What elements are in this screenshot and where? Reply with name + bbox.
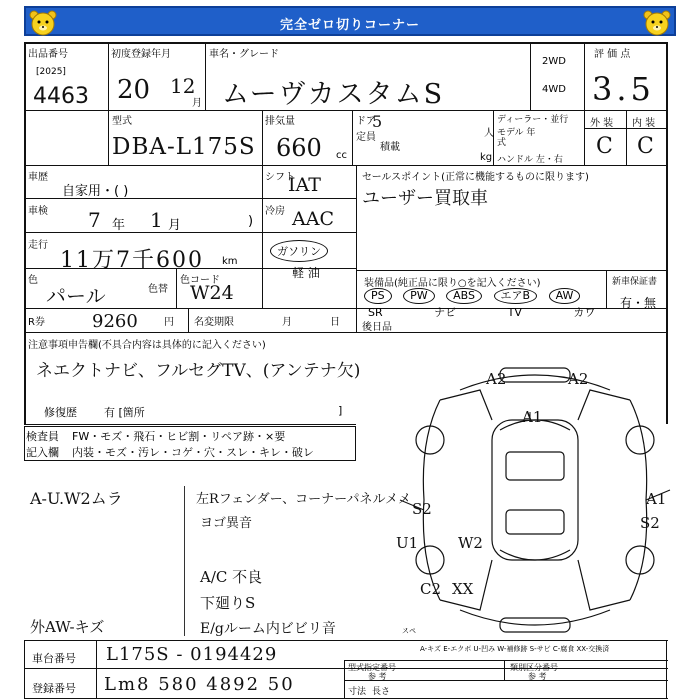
damage-mark-a2-right: A2 (568, 370, 589, 388)
inspection-end: ) (248, 214, 254, 229)
grade-label: 評 価 点 (594, 49, 631, 60)
equipment-tv: TV (507, 306, 522, 319)
inspector-row-2: 内装・モズ・汚レ・コゲ・穴・スレ・キレ・破レ (72, 446, 314, 459)
first-registration-year: 20 (117, 75, 151, 105)
seating-label: 定員 (356, 132, 376, 143)
model-year-label: モデル 年式 (497, 128, 536, 148)
size-label: 寸法 (348, 687, 367, 697)
handwritten-mid-4: 下廻りS (200, 594, 256, 612)
ac-label: 冷房 (265, 206, 285, 217)
inspector-row-1: FW・モズ・飛石・ヒビ割・リペア跡・×要 (72, 430, 286, 443)
recycle-unit: 円 (164, 317, 174, 328)
inspector-label-1: 検査員 (26, 430, 59, 443)
repair-end: ] (338, 404, 343, 417)
interior-grade: C (637, 134, 654, 159)
color-label: 色 (28, 275, 38, 286)
equipment-sr: SR (368, 306, 383, 319)
color-change-label: 色替 (148, 284, 168, 295)
fuel-gas-circled: ガソリン (270, 240, 328, 262)
inspection-year-unit: 年 (112, 218, 126, 233)
recycle-label: R券 (28, 317, 45, 328)
handle-label: ハンドル 左・右 (497, 155, 563, 165)
chassis-number: L175S - 0194429 (106, 644, 278, 665)
registration-plate: Lm8 580 4892 50 (104, 674, 295, 695)
model-name-label: 車名・グレード (209, 49, 279, 60)
inspection-month: 1 (150, 208, 163, 232)
inspector-label-2: 記入欄 (26, 446, 59, 459)
damage-mark-w2: W2 (458, 534, 483, 552)
capacity-label: 積載 (380, 142, 400, 153)
drive-2wd: 2WD (542, 56, 566, 67)
damage-mark-a2-left: A2 (486, 370, 507, 388)
equipment-row-1 (364, 288, 580, 304)
damage-legend: A-キズ E-エクボ U-凹み W-補修跡 S-サビ C-腐食 XX-交換済 (420, 645, 610, 653)
handwritten-mid-2: ヨゴ異音 (200, 516, 253, 531)
handwritten-mid-1: 左Rフェンダー、コーナーパネルメメ (196, 492, 412, 507)
handwritten-mid-3: A/C 不良 (200, 568, 263, 586)
type-label: 型式 (112, 116, 132, 127)
inspection-year: 7 (88, 208, 101, 232)
handwritten-left-1: A-U.W2ムラ (30, 489, 123, 508)
sales-point-label: セールスポイント(正常に機能するものに限ります) (362, 172, 589, 183)
rear-items-label: 後日品 (362, 322, 392, 333)
exterior-grade: C (596, 134, 613, 159)
overall-grade: 3.5 (592, 70, 655, 108)
damage-mark-c2: C2 (420, 580, 442, 598)
doors-label: ドア (356, 116, 376, 127)
seating-unit: 人 (484, 128, 494, 139)
type-id-label: 型式指定番号 (348, 663, 396, 672)
color-code-label: 色コード (180, 275, 220, 286)
equipment-pw: PW (403, 288, 435, 304)
lot-number-year: [2025] (36, 67, 66, 77)
equipment-aw: AW (549, 288, 581, 304)
drive-4wd: 4WD (542, 84, 566, 95)
equipment-navi: ナビ (434, 306, 457, 319)
ac: AAC (292, 208, 334, 230)
type-id-ref: 参 考 (368, 672, 387, 681)
interior-label: 内 装 (632, 118, 656, 129)
damage-mark-xx: XX (452, 580, 474, 598)
spare-label: スペ (402, 627, 416, 635)
displacement: 660 (276, 134, 322, 162)
mileage-unit: km (222, 256, 238, 267)
equipment-leather: カワ (573, 306, 596, 319)
registration-label: 登録番号 (32, 682, 76, 695)
recycle-amount: 9260 (92, 311, 138, 332)
handwritten-bracket (184, 486, 185, 636)
doors: 5 (372, 112, 383, 131)
damage-mark-a1-roof: A1 (522, 408, 543, 426)
sales-point: ユーザー買取車 (362, 188, 488, 209)
damage-mark-a1-right: A1 (646, 490, 667, 508)
model-type: DBA-L175S (112, 134, 256, 160)
first-registration-month: 12 (170, 74, 196, 98)
handwritten-left-2: 外AW-キズ (30, 618, 105, 636)
damage-mark-s2-right: S2 (640, 514, 660, 532)
displacement-label: 排気量 (265, 116, 295, 127)
chassis-label: 車台番号 (32, 652, 76, 665)
equipment-abs: ABS (446, 288, 482, 304)
notice-label: 注意事項申告欄(不具合内容は具体的に記入ください) (28, 340, 266, 351)
equipment-label: 装備品(純正品に限り○を記入ください) (364, 278, 541, 289)
month-unit: 月 (192, 98, 202, 109)
exterior-label: 外 装 (590, 118, 614, 129)
category-label: 類別区分番号 (510, 663, 558, 672)
mileage: 11万7千600 (60, 248, 204, 273)
shift-label: シフト (265, 172, 295, 183)
warranty-label: 新車保証書 (612, 277, 658, 287)
mileage-label: 走行 (28, 240, 48, 251)
equipment-row-2 (368, 304, 595, 320)
length-label: 長さ (372, 687, 391, 697)
capacity-unit: kg (480, 152, 493, 163)
usage-label: 車歴 (28, 172, 48, 183)
damage-mark-s2-left: S2 (412, 500, 432, 518)
dealer-label: ディーラー・並行 (497, 115, 569, 125)
equipment-ps: PS (364, 288, 392, 304)
inspection-label: 車検 (28, 206, 48, 217)
banner-title: 完全ゼロ切りコーナー (279, 18, 420, 33)
damage-mark-u1: U1 (396, 534, 419, 552)
name-change-label: 名変期限 (194, 317, 234, 328)
model-name: ムーヴカスタムS (222, 79, 445, 110)
name-change-month: 月 (282, 317, 292, 328)
inspection-month-unit: 月 (168, 218, 182, 233)
fuel-diesel: 軽 油 (292, 266, 320, 280)
lot-number: 4463 (33, 84, 89, 109)
usage: 自家用・( ) (62, 184, 129, 199)
category-ref: 参 考 (528, 672, 547, 681)
displacement-unit: cc (336, 150, 347, 161)
first-registration-label: 初度登録年月 (111, 49, 171, 60)
repair-label: 修復歴 (44, 406, 77, 419)
mascot-bear-icon (642, 8, 672, 38)
lot-number-label: 出品番号 (28, 49, 68, 60)
color: パール (46, 284, 106, 308)
banner (24, 6, 676, 36)
equipment-airbag: エアB (494, 288, 538, 304)
repair-value: 有 [箇所 (104, 406, 145, 419)
notice: ネエクトナビ、フルセグTV、(アンテナ欠) (36, 361, 361, 381)
warranty: 有・無 (620, 296, 657, 310)
handwritten-mid-5: E/gルーム内ビビリ音 (200, 621, 336, 637)
color-code: W24 (190, 282, 234, 304)
shift: IAT (288, 174, 321, 196)
name-change-day: 日 (330, 317, 340, 328)
